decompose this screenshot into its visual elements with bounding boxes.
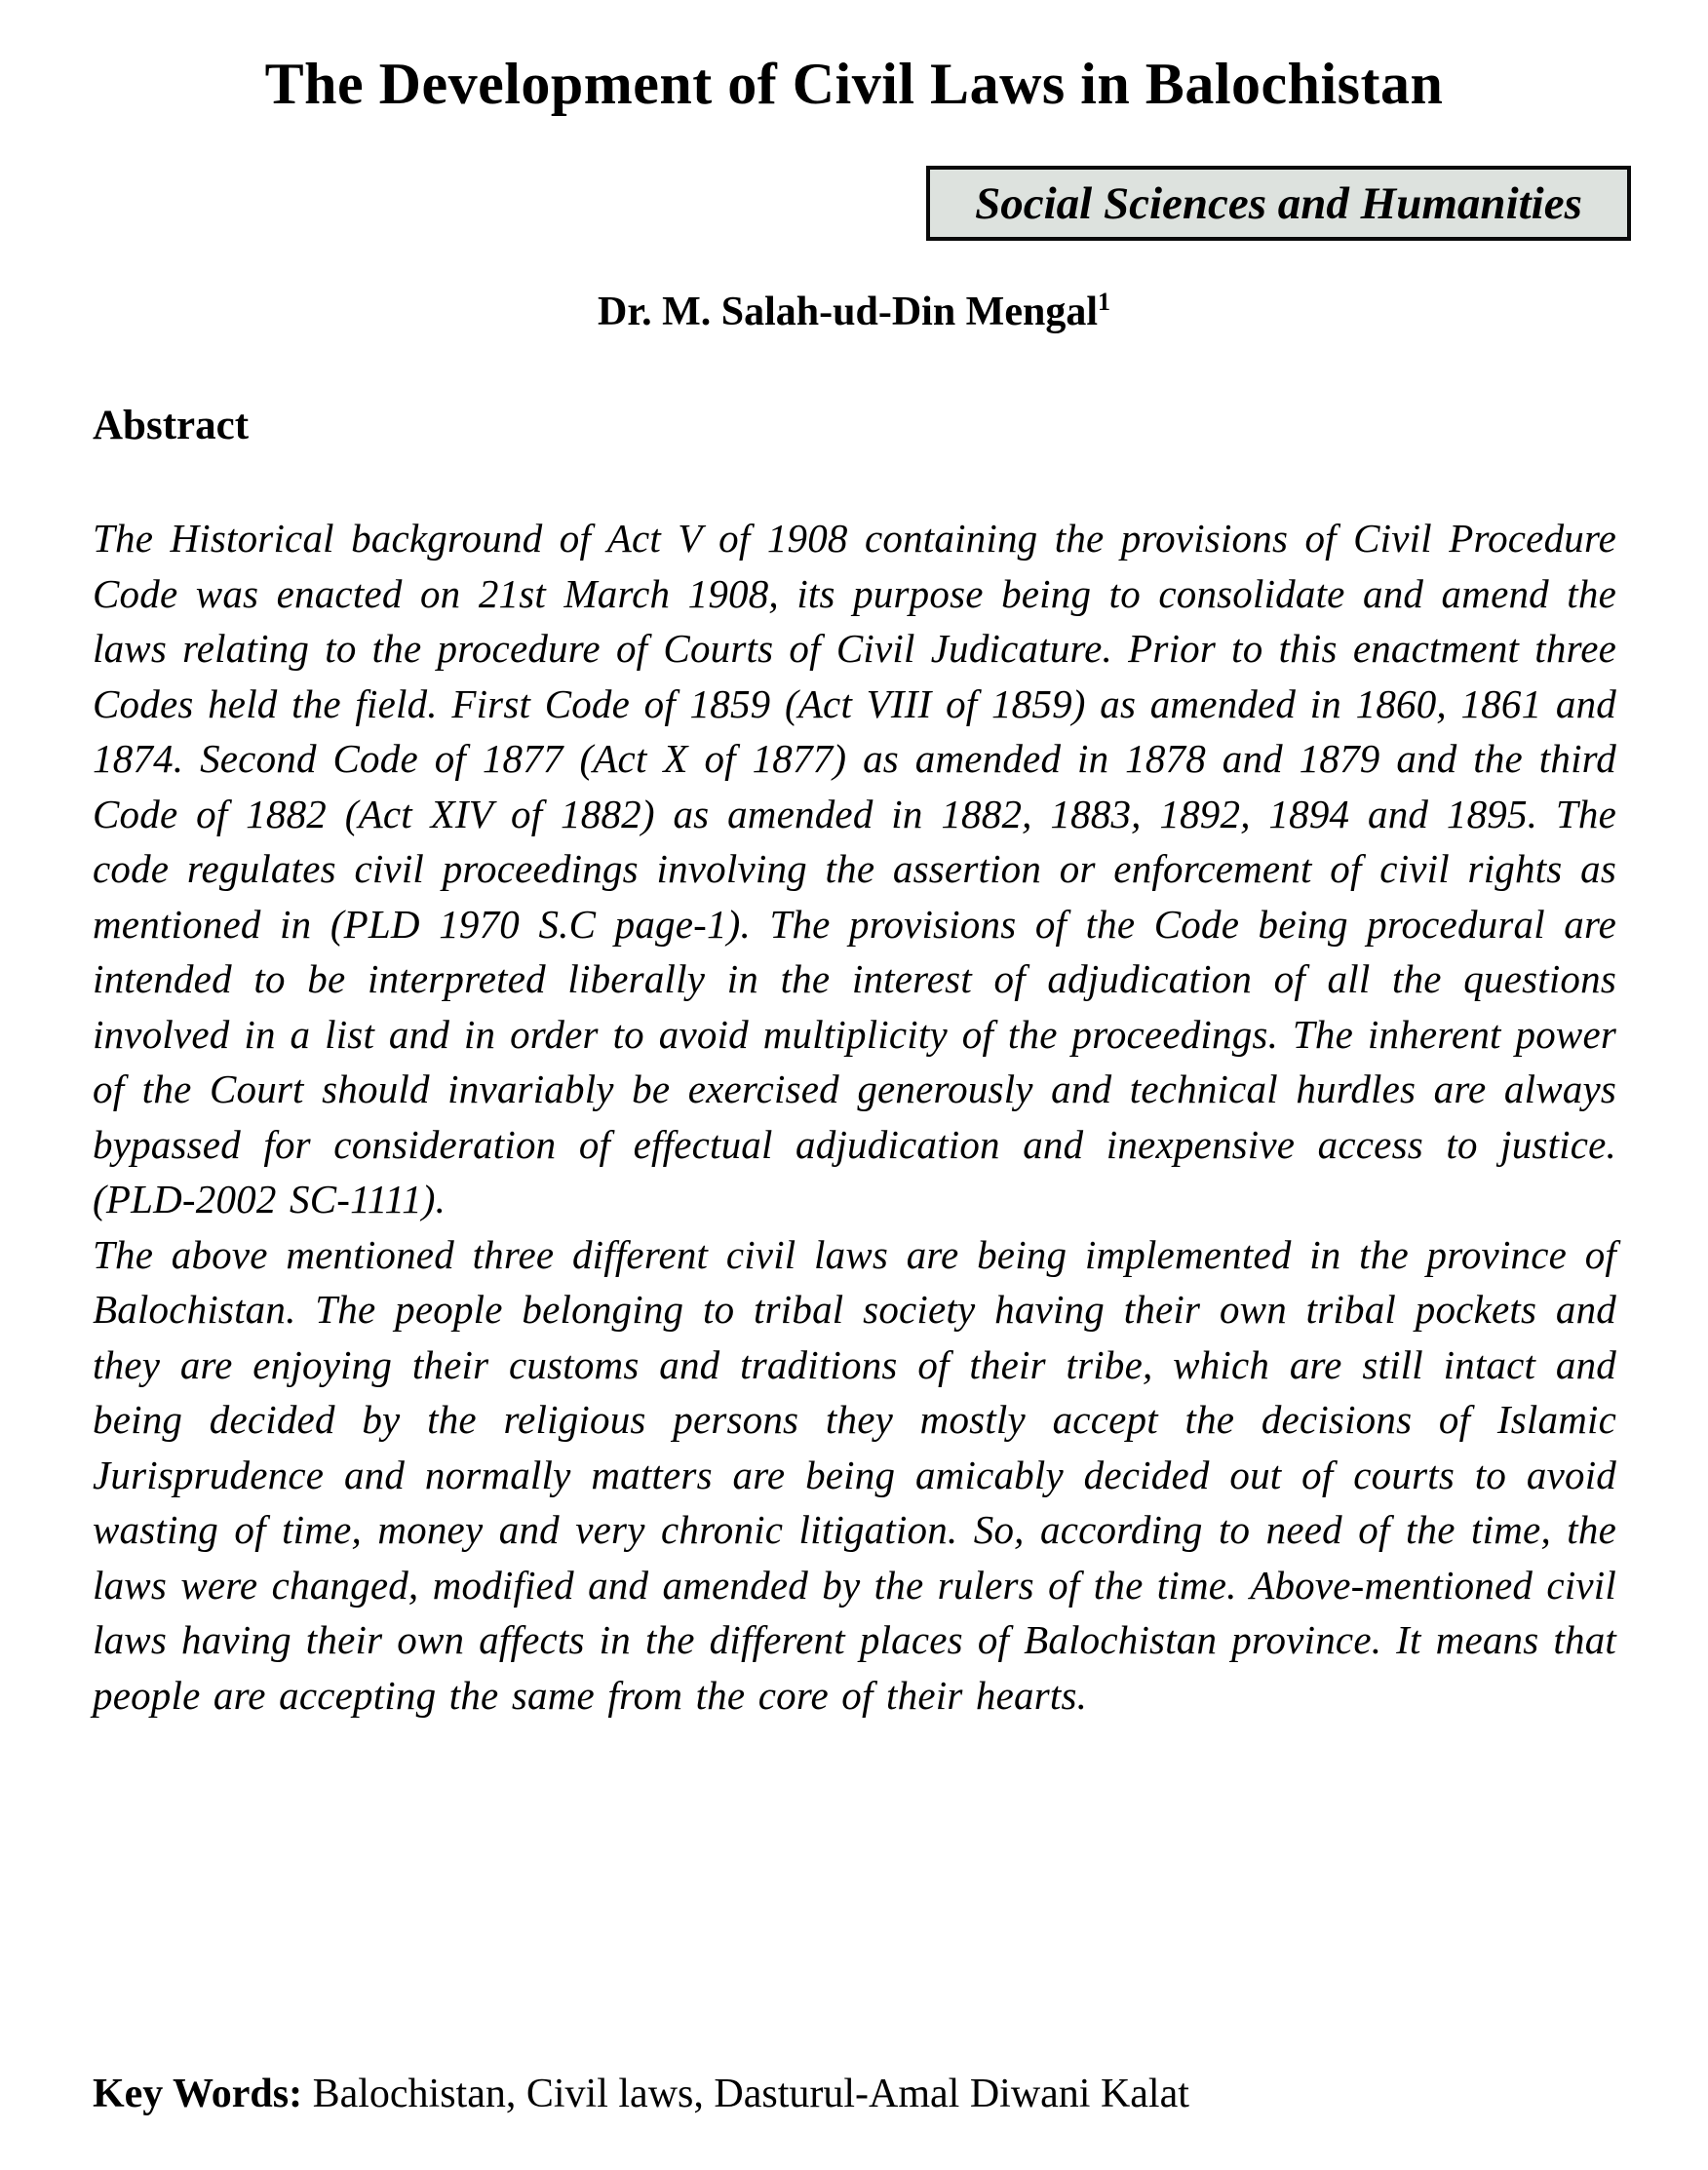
author-name: Dr. M. Salah-ud-Din Mengal	[597, 290, 1098, 334]
abstract-paragraph-1: The Historical background of Act V of 1908 containing the provisions of Civil Procedure Code was enacted on 21st March 1908, its purpose being to consolidate and amend the laws relating to the procedure of Courts of Civil Judicature. Prior to this enactment three Codes held the field. First Code of 1859 (Act VIII of 1859) as amended in 1860, 1861 and 1874. Second Code of 1877 (Act X of 1877) as amended in 1878 and 1879 and the third Code of 1882 (Act XIV of 1882) as amended in 1882, 1883, 1892, 1894 and 1895. The code regulates civil proceedings involving the assertion or enforcement of civil rights as mentioned in (PLD 1970 S.C page-1). The provisions of the Code being procedural are intended to be interpreted liberally in the interest of adjudication of all the questions involved in a list and in order to avoid multiplicity of the proceedings. The inherent power of the Court should invariably be exercised generously and technical hurdles are always bypassed for consideration of effectual adjudication and inexpensive access to justice. (PLD-2002 SC-1111).	[93, 516, 1616, 1221]
category-badge-label: Social Sciences and Humanities	[975, 177, 1582, 229]
abstract-body	[93, 511, 1616, 1723]
keywords-line	[93, 2069, 1616, 2119]
abstract-heading: Abstract	[93, 403, 250, 448]
author-affiliation-superscript: 1	[1098, 288, 1110, 316]
paper-title: The Development of Civil Laws in Balochistan	[264, 52, 1444, 116]
keywords-text: Balochistan, Civil laws, Dasturul-Amal Diwani Kalat	[302, 2072, 1189, 2116]
keywords-label: Key Words:	[93, 2072, 303, 2116]
author-line	[0, 289, 1708, 335]
abstract-paragraph-2: The above mentioned three different civil laws are being implemented in the province of Balochistan. The people belonging to tribal society having their own tribal pockets and they are enjoying their customs and traditions of their tribe, which are still intact and being decided by the religious persons they mostly accept the decisions of Islamic Jurisprudence and normally matters are being amicably decided out of courts to avoid wasting of time, money and very chronic litigation. So, according to need of the time, the laws were changed, modified and amended by the rulers of the time. Above-mentioned civil laws having their own affects in the different places of Balochistan province. It means that people are accepting the same from the core of their hearts.	[93, 1231, 1616, 1718]
category-badge	[926, 166, 1631, 241]
